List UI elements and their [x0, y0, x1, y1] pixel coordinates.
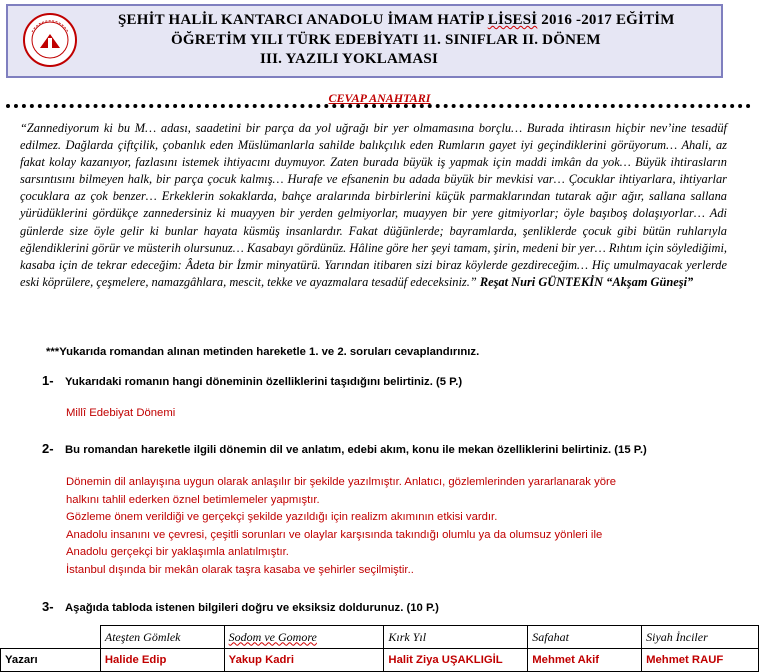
table-cell: Yakup Kadri [224, 649, 384, 672]
table-corner [1, 626, 101, 649]
question-text: Aşağıda tabloda istenen bilgileri doğru ve eksiksiz doldurunuz. (10 P.) [65, 602, 439, 614]
question-1 [42, 373, 462, 388]
answer-key-heading: CEVAP ANAHTARI [328, 91, 431, 105]
table-row [1, 649, 759, 672]
table-header-row [1, 626, 759, 649]
passage-author: Reşat Nuri GÜNTEKİN “Akşam Güneşi” [476, 274, 694, 289]
table-cell: Mehmet Akif [528, 649, 642, 672]
question-2 [42, 441, 647, 456]
table-header-cell: Ateşten Gömlek [100, 626, 224, 649]
table-row-label: Yazarı [1, 649, 101, 672]
answer-line: Dönemin dil anlayışına uygun olarak anlaşılır bir şekilde yazılmıştır. Anlatıcı, gözlemlerinden yararlanarak yöre [66, 476, 617, 488]
title-line-3: III. YAZILI YOKLAMASI [260, 51, 438, 67]
table-header-cell: Safahat [528, 626, 642, 649]
table-header-cell: Sodom ve Gomore [224, 626, 384, 649]
answer-line: Anadolu insanını ve çevresi, çeşitli sorunları ve olaylar karşısında takındığı olumlu ya da olumsuz yönleri ile [66, 528, 603, 541]
question-3 [42, 599, 439, 614]
table-cell: Halit Ziya UŞAKLIGİL [384, 649, 528, 672]
header-box [6, 4, 723, 78]
table-header-cell: Kırk Yıl [384, 626, 528, 649]
answer-1: Millî Edebiyat Dönemi [66, 407, 176, 419]
dotted-divider [6, 104, 751, 108]
question-number: 1- [42, 373, 54, 388]
question-text: Bu romandan hareketle ilgili dönemin dil ve anlatım, edebi akım, konu ile mekan özelliklerini belirtiniz. (15 P.) [65, 444, 647, 456]
title-line-1: ŞEHİT HALİL KANTARCI ANADOLU İMAM HATİP LİSESİ 2016 -2017 EĞİTİM [118, 12, 675, 28]
works-table [0, 625, 759, 672]
passage-text: “Zannediyorum ki bu M… adası, saadetini bir parça da yol uğrağı bir yer olmamasına borçlu… Burada ihtirasın hiçbir nev’ine tesadüf edilmez. Dağlarda çiftçilik, çobanlık eden Müslümanlarla sahilde balıkçılık eden Rumların gayet iyi geçindiklerini görüyorum… Ahali, az fakat kolay kazanıyor, fazlasını istemek ihtiyacını duymuyor. Zaten burada büyük iş yapmak için maddi imkân da yok… Büyük ihtirasların sarsıntısını bilmeyen halk, bir parça çocuk kalmış… Hurafe ve efsanenin bu adada büyük bir mevkisi var… Çocuklar ihtiyarlara, ihtiyarlar çocuklara az çok benzer… Erkeklerin sokaklarda, bahçe aralarında birbirlerini küçük parmaklarından tutarak ağır ağır, sallana sallana yürüdüklerini gördükçe zannedersiniz ki muayyen bir yerden gelmiyorlar, muayyen bir yere gitmiyorlar; öyle başıboş dolaşıyorlar… Adi günlerde size öyle gelir ki bunlar hayata küsmüş insanlardır. Fakat düğünlerde; bayramlarda, şenliklerde çocuk gibi bütün ruhlarıyla eğlendiklerini görür ve müsterih olursunuz… Kasabayı gördünüz. Hâline göre her şeyi tamam, şirin, medeni bir yer… Rıhtım için söylediğimi, kasaba için de tekrar edeceğim: Âdeta bir İzmir minyatürü. Yarından itibaren sizi biraz köylerde gezdireceğim… Hiç umulmayacak yerlerde eski köprülere, çeşmelere, namazgâhlara, mescit, tekke ve ayazmalara tesadüf edeceksiniz.” [20, 121, 727, 289]
instruction: ***Yukarıda romandan alınan metinden hareketle 1. ve 2. soruları cevaplandırınız. [46, 346, 480, 358]
question-text: Yukarıdaki romanın hangi döneminin özelliklerini taşıdığını belirtiniz. (5 P.) [65, 376, 463, 388]
answer-line: Anadolu gerçekçi bir yaklaşımla anlatılmıştır. [66, 546, 289, 559]
question-number: 2- [42, 441, 54, 456]
answer-line: halkını tahlil ederken öznel betimlemeler yapmıştır. [66, 493, 320, 506]
table-cell: Halide Edip [100, 649, 224, 672]
table-cell: Mehmet RAUF [642, 649, 759, 672]
table-header-cell: Siyah İnciler [642, 626, 759, 649]
school-word: LİSESİ [487, 12, 538, 28]
passage [20, 120, 727, 291]
question-number: 3- [42, 599, 54, 614]
answer-line: İstanbul dışında bir mekân olarak taşra kasaba ve şehirler seçilmiştir.. [66, 563, 414, 576]
answer-2 [66, 474, 616, 580]
answer-line: Gözleme önem verildiği ve gerçekçi şekilde yazıldığı için realizm akımının etkisi vardır. [66, 511, 498, 524]
title-line-2: ÖĞRETİM YILI TÜRK EDEBİYATI 11. SINIFLAR II. DÖNEM [171, 32, 601, 48]
